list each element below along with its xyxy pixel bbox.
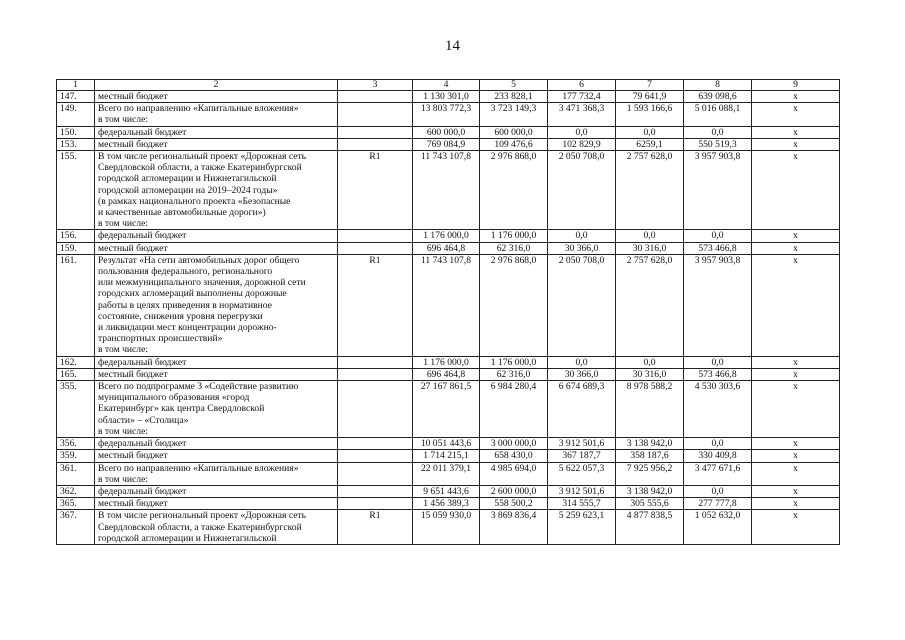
value-col-4: 600 000,0 [413,126,480,138]
value-col-4: 696 464,8 [413,242,480,254]
row-code [338,91,413,103]
value-col-5: 4 985 694,0 [480,462,548,485]
row-number: 150. [57,126,95,138]
value-col-7: 305 555,6 [616,498,684,510]
value-col-6: 0,0 [548,126,616,138]
value-col-8: 4 530 303,6 [684,381,752,438]
row-number: 362. [57,485,95,497]
value-col-7: 3 138 942,0 [616,485,684,497]
table-row [57,126,840,138]
value-col-7: 2 757 628,0 [616,254,684,356]
table-row [57,138,840,150]
value-col-4: 11 743 107,8 [413,151,480,230]
row-mark: х [752,230,840,242]
value-col-4: 15 059 930,0 [413,510,480,545]
row-description: федеральный бюджет [95,485,338,497]
value-col-5: 3 000 000,0 [480,438,548,450]
column-header: 1 [57,80,95,91]
value-col-5: 233 828,1 [480,91,548,103]
row-description: местный бюджет [95,138,338,150]
row-number: 165. [57,368,95,380]
table-row [57,498,840,510]
row-mark: х [752,91,840,103]
value-col-7: 79 641,9 [616,91,684,103]
value-col-6: 30 366,0 [548,242,616,254]
row-mark: х [752,381,840,438]
column-header: 9 [752,80,840,91]
value-col-6: 3 912 501,6 [548,485,616,497]
row-number: 365. [57,498,95,510]
table-row [57,485,840,497]
value-col-5: 2 976 868,0 [480,151,548,230]
table-row [57,462,840,485]
row-description: Всего по направлению «Капитальные вложения» в том числе: [95,462,338,485]
value-col-7: 6259,1 [616,138,684,150]
value-col-8: 3 957 903,8 [684,254,752,356]
row-description: В том числе региональный проект «Дорожная сеть Свердловской области, а также Екатеринбургской городской агломерации и Нижнетагильской [95,510,338,545]
row-code [338,438,413,450]
row-code: R1 [338,254,413,356]
row-number: 361. [57,462,95,485]
table-header-row [57,80,840,91]
value-col-4: 10 051 443,6 [413,438,480,450]
table-row [57,368,840,380]
value-col-4: 1 714 215,1 [413,450,480,462]
row-mark: х [752,126,840,138]
budget-table [56,79,840,545]
value-col-4: 696 464,8 [413,368,480,380]
table-row [57,151,840,230]
row-code [338,126,413,138]
value-col-5: 658 430,0 [480,450,548,462]
row-mark: х [752,356,840,368]
value-col-4: 13 803 772,3 [413,103,480,126]
value-col-5: 6 984 280,4 [480,381,548,438]
row-mark: х [752,462,840,485]
value-col-5: 2 600 000,0 [480,485,548,497]
value-col-8: 639 098,6 [684,91,752,103]
value-col-4: 11 743 107,8 [413,254,480,356]
value-col-4: 22 011 379,1 [413,462,480,485]
value-col-5: 3 723 149,3 [480,103,548,126]
row-description: местный бюджет [95,498,338,510]
value-col-4: 9 651 443,6 [413,485,480,497]
row-description: федеральный бюджет [95,438,338,450]
row-mark: х [752,138,840,150]
row-code [338,450,413,462]
value-col-8: 0,0 [684,126,752,138]
table-row [57,254,840,356]
table-row [57,230,840,242]
value-col-6: 314 555,7 [548,498,616,510]
value-col-8: 0,0 [684,230,752,242]
row-code [338,381,413,438]
row-mark: х [752,254,840,356]
table-row [57,438,840,450]
row-number: 155. [57,151,95,230]
value-col-6: 3 471 368,3 [548,103,616,126]
value-col-5: 2 976 868,0 [480,254,548,356]
row-description: федеральный бюджет [95,126,338,138]
row-code [338,485,413,497]
row-description: местный бюджет [95,368,338,380]
value-col-8: 3 477 671,6 [684,462,752,485]
table-row [57,91,840,103]
table-row [57,381,840,438]
row-mark: х [752,510,840,545]
value-col-8: 3 957 903,8 [684,151,752,230]
table-row [57,510,840,545]
value-col-5: 109 476,6 [480,138,548,150]
value-col-8: 573 466,8 [684,368,752,380]
row-description: федеральный бюджет [95,230,338,242]
value-col-8: 1 052 632,0 [684,510,752,545]
value-col-5: 600 000,0 [480,126,548,138]
row-description: Всего по направлению «Капитальные вложения» в том числе: [95,103,338,126]
value-col-7: 3 138 942,0 [616,438,684,450]
value-col-5: 1 176 000,0 [480,356,548,368]
row-mark: х [752,485,840,497]
row-number: 367. [57,510,95,545]
row-code: R1 [338,151,413,230]
row-code [338,356,413,368]
row-code [338,242,413,254]
row-mark: х [752,368,840,380]
value-col-8: 0,0 [684,438,752,450]
value-col-4: 1 176 000,0 [413,356,480,368]
value-col-6: 30 366,0 [548,368,616,380]
value-col-7: 1 593 166,6 [616,103,684,126]
row-description: местный бюджет [95,91,338,103]
row-description: федеральный бюджет [95,356,338,368]
row-number: 355. [57,381,95,438]
value-col-5: 62 316,0 [480,368,548,380]
value-col-6: 2 050 708,0 [548,151,616,230]
value-col-6: 102 829,9 [548,138,616,150]
value-col-6: 5 259 623,1 [548,510,616,545]
value-col-6: 3 912 501,6 [548,438,616,450]
column-header: 6 [548,80,616,91]
value-col-6: 6 674 689,3 [548,381,616,438]
value-col-7: 358 187,6 [616,450,684,462]
row-description: В том числе региональный проект «Дорожная сеть Свердловской области, а также Екатеринбургской городской агломерации и Нижнетагильской городской агломерации на 2019–2024 годы» (в рамках национального проекта «Безопасные и качественные автомобильные дороги») в том числе: [95,151,338,230]
value-col-6: 367 187,7 [548,450,616,462]
value-col-7: 0,0 [616,356,684,368]
value-col-7: 0,0 [616,230,684,242]
value-col-6: 2 050 708,0 [548,254,616,356]
column-header: 2 [95,80,338,91]
row-number: 159. [57,242,95,254]
value-col-7: 7 925 956,2 [616,462,684,485]
value-col-4: 1 176 000,0 [413,230,480,242]
value-col-8: 0,0 [684,485,752,497]
value-col-5: 1 176 000,0 [480,230,548,242]
column-header: 7 [616,80,684,91]
row-mark: х [752,242,840,254]
row-code [338,138,413,150]
column-header: 8 [684,80,752,91]
row-code [338,230,413,242]
value-col-6: 5 622 057,3 [548,462,616,485]
page-number: 14 [445,38,460,54]
row-number: 147. [57,91,95,103]
row-code [338,498,413,510]
column-header: 5 [480,80,548,91]
table-row [57,242,840,254]
value-col-6: 177 732,4 [548,91,616,103]
value-col-8: 550 519,3 [684,138,752,150]
row-number: 356. [57,438,95,450]
value-col-4: 1 456 389,3 [413,498,480,510]
value-col-8: 330 409,8 [684,450,752,462]
row-number: 359. [57,450,95,462]
table-row [57,450,840,462]
value-col-5: 62 316,0 [480,242,548,254]
row-number: 156. [57,230,95,242]
value-col-7: 4 877 838,5 [616,510,684,545]
row-mark: х [752,438,840,450]
value-col-6: 0,0 [548,356,616,368]
value-col-4: 1 130 301,0 [413,91,480,103]
row-code [338,368,413,380]
row-description: Результат «На сети автомобильных дорог общего пользования федерального, регионального или межмуниципального значения, дорожной сети городских агломераций выполнены дорожные работы в целях приведения в нормативное состояние, снижения уровня перегрузки и ликвидации мест концентрации дорожно- транспортных происшествий» в том числе: [95,254,338,356]
row-mark: х [752,103,840,126]
table-row [57,103,840,126]
column-header: 4 [413,80,480,91]
value-col-4: 27 167 861,5 [413,381,480,438]
row-code [338,103,413,126]
value-col-8: 277 777,8 [684,498,752,510]
value-col-5: 3 869 836,4 [480,510,548,545]
row-number: 153. [57,138,95,150]
row-description: местный бюджет [95,242,338,254]
value-col-5: 558 500,2 [480,498,548,510]
row-mark: х [752,450,840,462]
value-col-7: 30 316,0 [616,242,684,254]
value-col-7: 2 757 628,0 [616,151,684,230]
row-number: 149. [57,103,95,126]
row-description: местный бюджет [95,450,338,462]
value-col-6: 0,0 [548,230,616,242]
row-description: Всего по подпрограмме 3 «Содействие развитию муниципального образования «город Екатеринбург» как центра Свердловской области» – «Столица» в том числе: [95,381,338,438]
row-number: 162. [57,356,95,368]
value-col-7: 8 978 588,2 [616,381,684,438]
value-col-8: 0,0 [684,356,752,368]
table-row [57,356,840,368]
value-col-4: 769 084,9 [413,138,480,150]
row-mark: х [752,498,840,510]
row-mark: х [752,151,840,230]
row-code: R1 [338,510,413,545]
column-header: 3 [338,80,413,91]
value-col-7: 0,0 [616,126,684,138]
value-col-7: 30 316,0 [616,368,684,380]
row-code [338,462,413,485]
row-number: 161. [57,254,95,356]
value-col-8: 5 016 088,1 [684,103,752,126]
value-col-8: 573 466,8 [684,242,752,254]
